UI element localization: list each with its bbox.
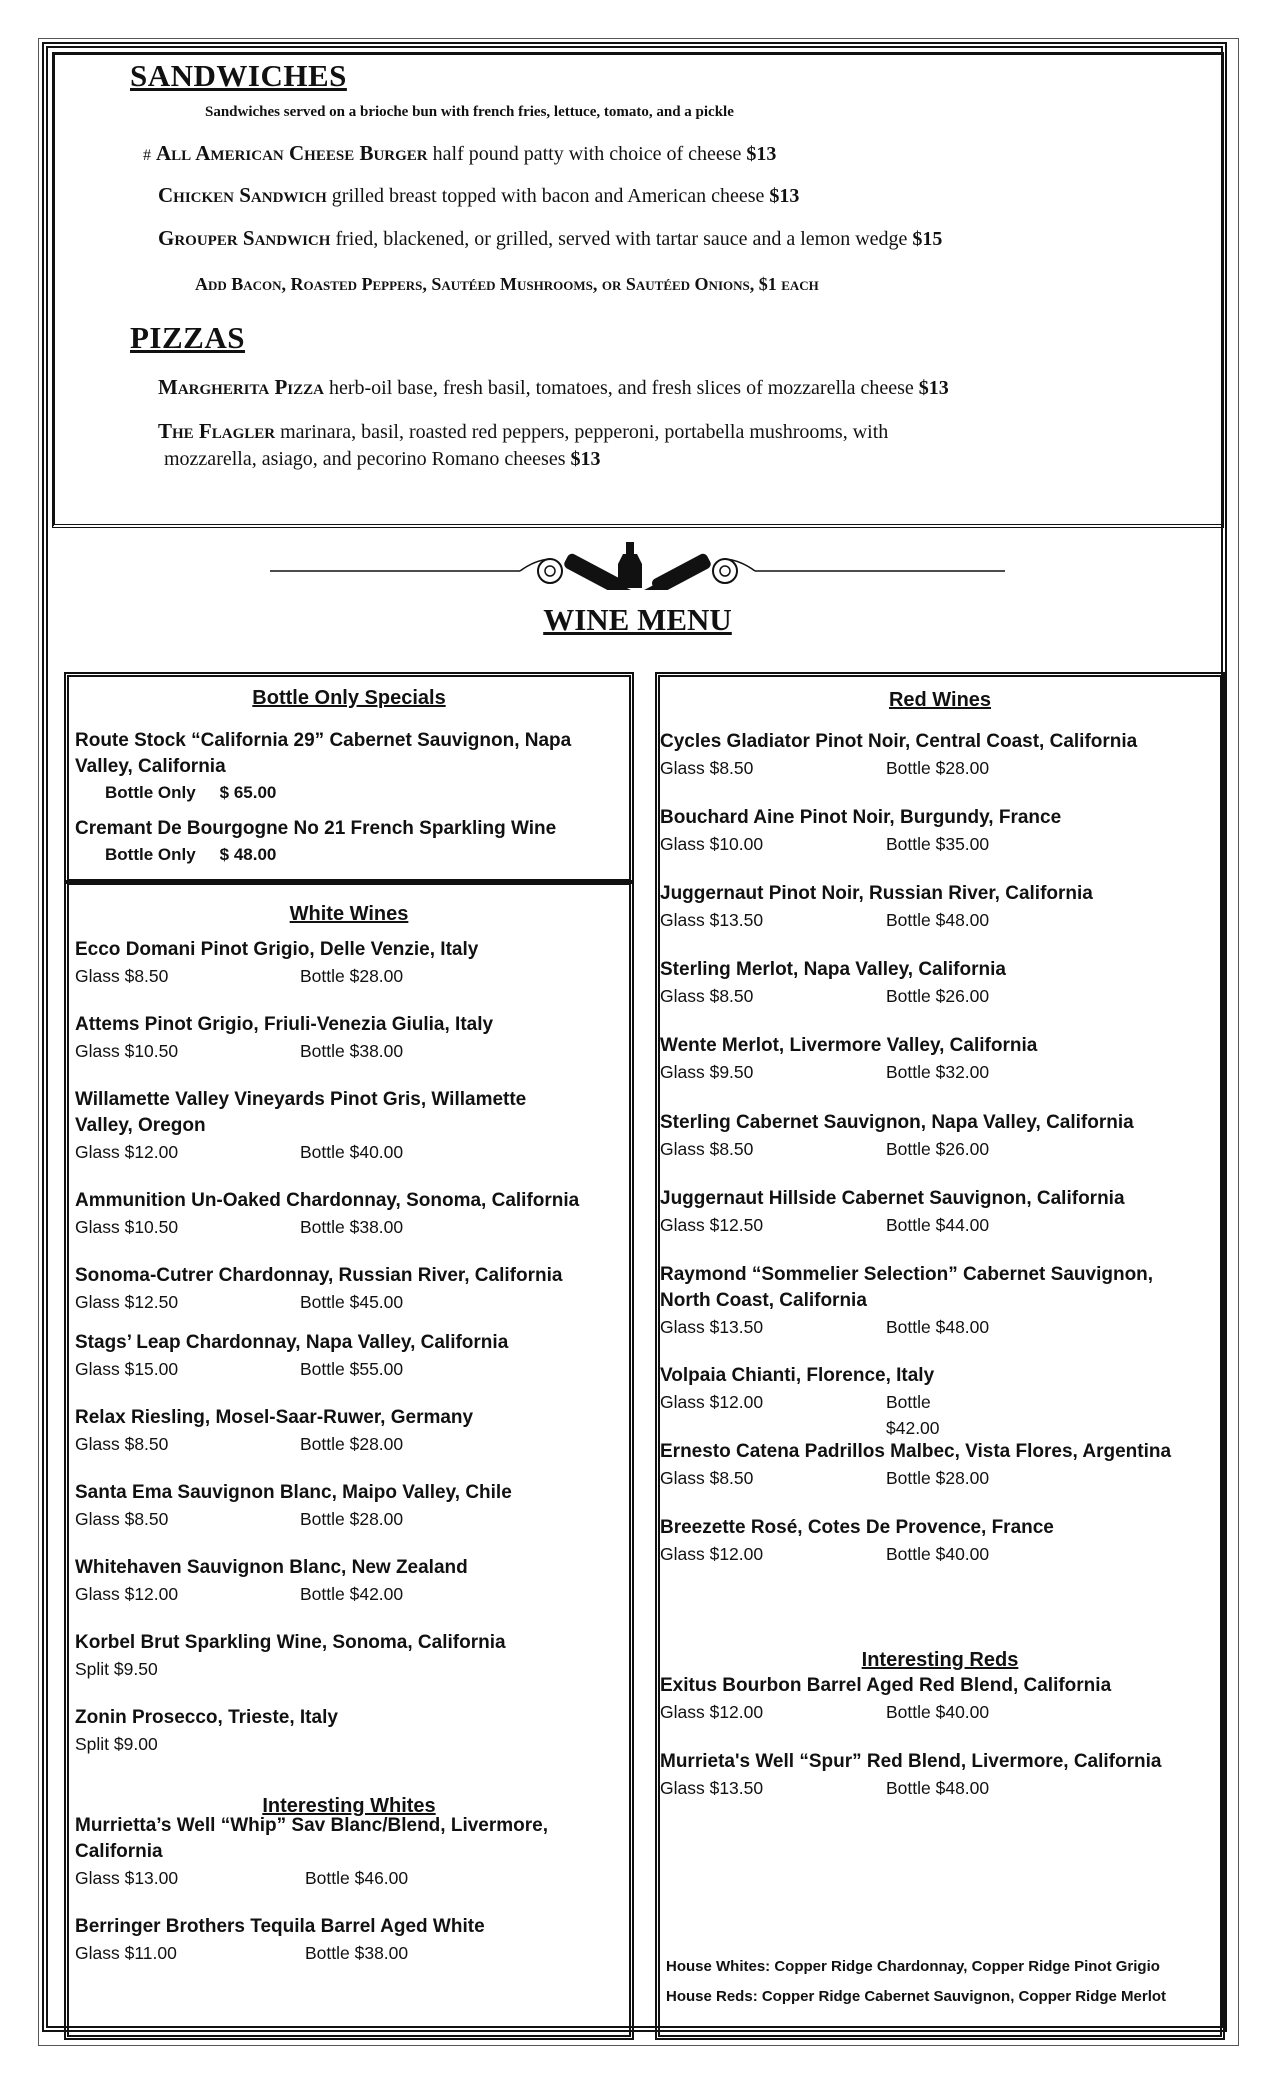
interesting-reds-title: Interesting Reds	[861, 1649, 1019, 1671]
glass-price: Glass $12.00	[660, 1392, 764, 1412]
menu-item: Margherita Pizza herb-oil base, fresh basil, tomatoes, and fresh slices of mozzarella cheese $13	[158, 375, 949, 399]
glass-price: Glass $12.50	[660, 1215, 764, 1235]
bottle-price: Bottle $42.00	[300, 1584, 404, 1604]
glass-price: Glass $8.50	[660, 758, 754, 778]
glass-price: Glass $13.50	[660, 1317, 764, 1337]
glass-price: Glass $8.50	[75, 1509, 169, 1529]
list-item: Santa Ema Sauvignon Blanc, Maipo Valley, Chile Glass $8.50 Bottle $28.00	[75, 1480, 512, 1532]
bottle-price: Bottle $48.00	[886, 1317, 990, 1337]
glass-price: Glass $10.50	[75, 1041, 179, 1061]
list-item: Whitehaven Sauvignon Blanc, New Zealand Glass $12.00 Bottle $42.00	[75, 1555, 468, 1607]
glass-price: Glass $13.50	[660, 1778, 764, 1798]
bottle-price: Bottle $26.00	[886, 1139, 990, 1159]
glass-price: Glass $12.00	[660, 1702, 764, 1722]
list-item: Exitus Bourbon Barrel Aged Red Blend, California Glass $12.00 Bottle $40.00	[660, 1673, 1111, 1725]
bottle-price: Bottle $46.00	[305, 1868, 409, 1888]
glass-price: Glass $12.00	[75, 1584, 179, 1604]
red-wines-box	[655, 672, 1225, 2040]
list-item: Korbel Brut Sparkling Wine, Sonoma, California Split $9.50	[75, 1630, 506, 1682]
bottle-price: Bottle $40.00	[886, 1544, 990, 1564]
menu-item: The Flagler marinara, basil, roasted red peppers, pepperoni, portabella mushrooms, with	[158, 419, 889, 443]
bottle-price: Bottle $38.00	[305, 1943, 409, 1963]
glass-price: Glass $9.50	[660, 1062, 754, 1082]
menu-item: Grouper Sandwich fried, blackened, or grilled, served with tartar sauce and a lemon wedge $15	[158, 226, 943, 250]
bottle-price: Bottle $48.00	[886, 1778, 990, 1798]
list-item: Berringer Brothers Tequila Barrel Aged White Glass $11.00 Bottle $38.00	[75, 1914, 485, 1966]
pizzas-title: PIZZAS	[130, 320, 245, 355]
bottle-price: Bottle $44.00	[886, 1215, 990, 1235]
list-item: Ecco Domani Pinot Grigio, Delle Venzie, Italy Glass $8.50 Bottle $28.00	[75, 937, 478, 989]
glass-price: Split $9.00	[75, 1734, 158, 1754]
list-item: Bouchard Aine Pinot Noir, Burgundy, France Glass $10.00 Bottle $35.00	[660, 805, 1061, 857]
list-item: Route Stock “California 29” Cabernet Sauvignon, Napa Valley, California Bottle Only $ 65.00	[75, 730, 572, 802]
list-item: Attems Pinot Grigio, Friuli-Venezia Giulia, Italy Glass $10.50 Bottle $38.00	[75, 1012, 493, 1064]
menu-item: Chicken Sandwich grilled breast topped with bacon and American cheese $13	[158, 183, 800, 207]
list-item: Raymond “Sommelier Selection” Cabernet Sauvignon, North Coast, California Glass $13.50 Bottle $48.00	[660, 1262, 1153, 1340]
list-item: Sterling Merlot, Napa Valley, California Glass $8.50 Bottle $26.00	[660, 957, 1006, 1009]
bottle-price: Bottle $45.00	[300, 1292, 404, 1312]
glass-price: Glass $10.00	[660, 834, 764, 854]
house-reds: House Reds: Copper Ridge Cabernet Sauvignon, Copper Ridge Merlot	[666, 1988, 1167, 2005]
list-item: Juggernaut Hillside Cabernet Sauvignon, California Glass $12.50 Bottle $44.00	[660, 1186, 1125, 1238]
list-item: Murrietta’s Well “Whip” Sav Blanc/Blend, Livermore, California Glass $13.00 Bottle $46.00	[75, 1813, 548, 1891]
list-item: Murrieta's Well “Spur” Red Blend, Livermore, California Glass $13.50 Bottle $48.00	[660, 1749, 1161, 1801]
menu-item: # All American Cheese Burger half pound patty with choice of cheese $13	[143, 141, 777, 165]
glass-price: Glass $8.50	[75, 1434, 169, 1454]
bottle-price: Bottle $35.00	[886, 834, 990, 854]
sandwich-addon-note: Add Bacon, Roasted Peppers, Sautéed Mushrooms, or Sautéed Onions, $1 each	[195, 274, 819, 294]
list-item: Ammunition Un-Oaked Chardonnay, Sonoma, California Glass $10.50 Bottle $38.00	[75, 1188, 579, 1240]
house-whites: House Whites: Copper Ridge Chardonnay, Copper Ridge Pinot Grigio	[666, 1958, 1160, 1975]
white-wines-title: White Wines	[289, 903, 409, 925]
glass-price: Glass $11.00	[75, 1943, 177, 1963]
list-item: Cremant De Bourgogne No 21 French Sparkling Wine Bottle Only $ 48.00	[75, 818, 557, 864]
glass-price: Split $9.50	[75, 1659, 158, 1679]
bottle-price: Bottle $26.00	[886, 986, 990, 1006]
list-item: Wente Merlot, Livermore Valley, California Glass $9.50 Bottle $32.00	[660, 1033, 1037, 1085]
sandwiches-note: Sandwiches served on a brioche bun with french fries, lettuce, tomato, and a pickle	[205, 104, 734, 120]
list-item: Ernesto Catena Padrillos Malbec, Vista Flores, Argentina Glass $8.50 Bottle $28.00	[660, 1439, 1171, 1491]
bottle-price: Bottle $28.00	[886, 758, 990, 778]
list-item: Breezette Rosé, Cotes De Provence, France Glass $12.00 Bottle $40.00	[660, 1515, 1054, 1567]
list-item: Volpaia Chianti, Florence, Italy Glass $12.00 Bottle $42.00	[660, 1363, 934, 1415]
red-wines-title: Red Wines	[888, 689, 992, 711]
wine-menu-title: WINE MENU	[543, 602, 732, 637]
glass-price: Glass $8.50	[660, 1468, 754, 1488]
menu-item-continued: mozzarella, asiago, and pecorino Romano cheeses $13	[164, 448, 601, 470]
list-item: Cycles Gladiator Pinot Noir, Central Coast, California Glass $8.50 Bottle $28.00	[660, 729, 1137, 781]
glass-price: Glass $12.50	[75, 1292, 179, 1312]
glass-price: Glass $13.50	[660, 910, 764, 930]
glass-price: Glass $8.50	[660, 986, 754, 1006]
bottle-price: Bottle $55.00	[300, 1359, 404, 1379]
glass-price: Glass $8.50	[75, 966, 169, 986]
list-item: Relax Riesling, Mosel-Saar-Ruwer, Germany Glass $8.50 Bottle $28.00	[75, 1405, 473, 1457]
wine-bottle-ornament-icon	[270, 540, 1005, 590]
glass-price: Glass $15.00	[75, 1359, 179, 1379]
list-item: Sonoma-Cutrer Chardonnay, Russian River, California Glass $12.50 Bottle $45.00	[75, 1263, 562, 1315]
list-item: Stags’ Leap Chardonnay, Napa Valley, California Glass $15.00 Bottle $55.00	[75, 1330, 508, 1382]
list-item: Sterling Cabernet Sauvignon, Napa Valley, California Glass $8.50 Bottle $26.00	[660, 1110, 1134, 1162]
bottle-price: Bottle $28.00	[300, 1509, 404, 1529]
bottle-price: Bottle $38.00	[300, 1217, 404, 1237]
bottle-price: Bottle $28.00	[886, 1468, 990, 1488]
bottle-price: Bottle $28.00	[300, 1434, 404, 1454]
sandwiches-title: SANDWICHES	[130, 58, 347, 93]
glass-price: Glass $12.00	[75, 1142, 179, 1162]
glass-price: Glass $10.50	[75, 1217, 179, 1237]
bottle-price: Bottle $32.00	[886, 1062, 990, 1082]
bottle-price: Bottle $40.00	[886, 1702, 990, 1722]
bottle-price: Bottle $40.00	[300, 1142, 404, 1162]
list-item: Juggernaut Pinot Noir, Russian River, California Glass $13.50 Bottle $48.00	[660, 881, 1093, 933]
bottle-price: Bottle $42.00	[886, 1392, 940, 1438]
interesting-whites-title: Interesting Whites	[262, 1795, 436, 1817]
glass-price: Glass $8.50	[660, 1139, 754, 1159]
list-item: Willamette Valley Vineyards Pinot Gris, Willamette Valley, Oregon Glass $12.00 Bottle $40.00	[75, 1087, 526, 1165]
bottle-price: Bottle $38.00	[300, 1041, 404, 1061]
bottle-specials-title: Bottle Only Specials	[252, 687, 446, 709]
bottle-price: Bottle $48.00	[886, 910, 990, 930]
list-item: Zonin Prosecco, Trieste, Italy Split $9.00	[75, 1705, 338, 1757]
glass-price: Glass $13.00	[75, 1868, 179, 1888]
glass-price: Glass $12.00	[660, 1544, 764, 1564]
bottle-price: Bottle $28.00	[300, 966, 404, 986]
